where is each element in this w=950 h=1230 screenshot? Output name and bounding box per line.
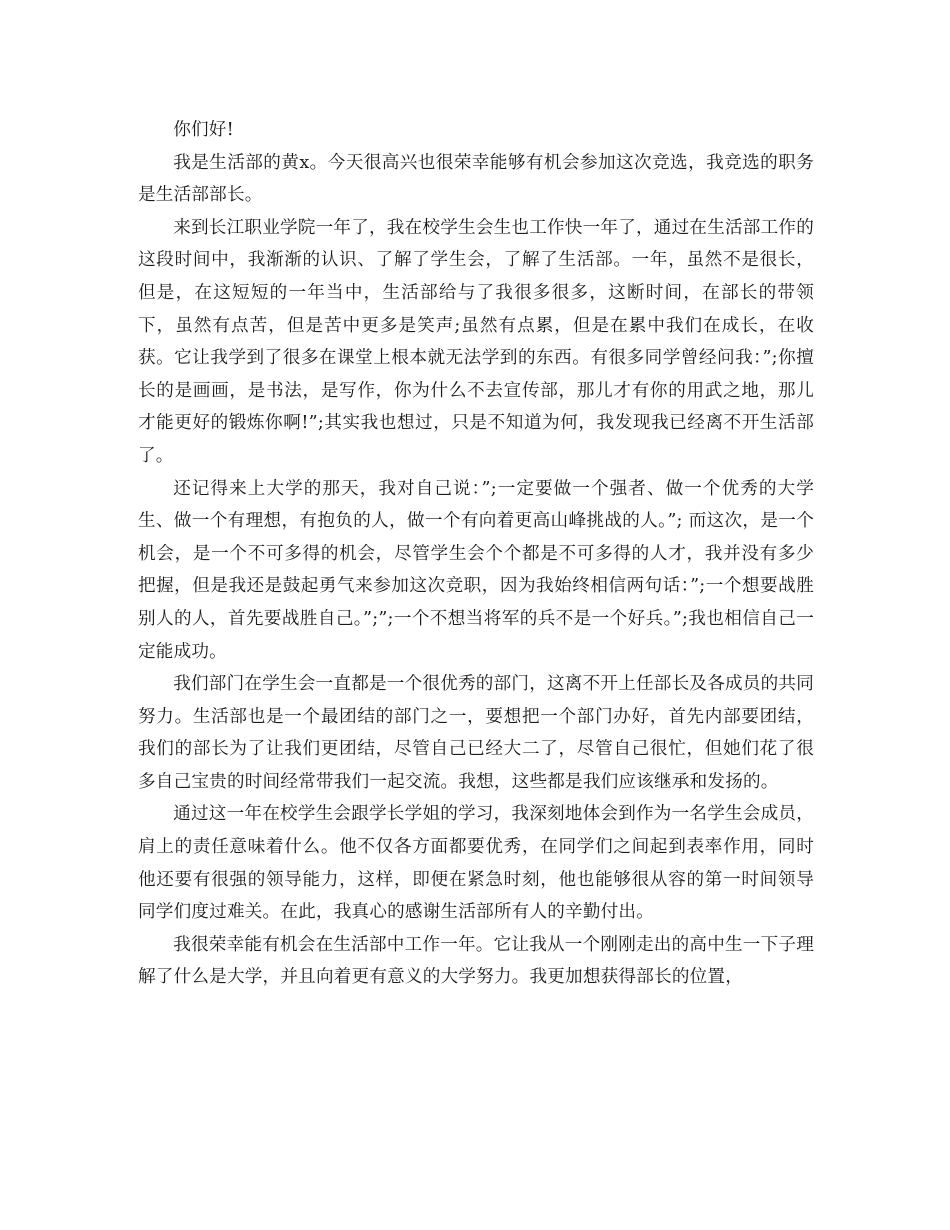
introduction-paragraph: 我是生活部的黄x。今天很高兴也很荣幸能够有机会参加这次竞选，我竞选的职务是生活部部长。 [138, 152, 814, 206]
document-body [138, 114, 814, 994]
closing-paragraph: 我很荣幸能有机会在生活部中工作一年。它让我从一个刚刚走出的高中生一下子理解了什么是大学，并且向着更有意义的大学努力。我更加想获得部长的位置， [138, 934, 814, 988]
department-paragraph: 我们部门在学生会一直都是一个很优秀的部门，这离不开上任部长及各成员的共同努力。生活部也是一个最团结的部门之一，要想把一个部门办好，首先内部要团结，我们的部长为了让我们更团结，尽管自己已经大二了，尽管自己很忙，但她们花了很多自己宝贵的时间经常带我们一起交流。我想，这些都是我们应该继承和发扬的。 [138, 674, 814, 792]
motivation-paragraph: 还记得来上大学的那天，我对自己说：”;一定要做一个强者、做一个优秀的大学生、做一个有理想，有抱负的人，做一个有向着更高山峰挑战的人。”; 而这次，是一个机会，是一个不可多得的机会，尽管学生会个个都是不可多得的人才，我并没有多少把握，但是我还是鼓起勇气来参加这次竞职，因为我始终相信两句话：”;一个想要战胜别人的人，首先要战胜自己。”;”;一个不想当将军的兵不是一个好兵。”;我也相信自己一定能成功。 [138, 478, 814, 662]
greeting-paragraph: 你们好! [173, 120, 234, 140]
experience-paragraph: 来到长江职业学院一年了，我在校学生会生也工作快一年了，通过在生活部工作的这段时间中，我渐渐的认识、了解了学生会，了解了生活部。一年，虽然不是很长，但是，在这短短的一年当中，生活部给与了我很多很多，这断时间，在部长的带领下，虽然有点苦，但是苦中更多是笑声;虽然有点累，但是在累中我们在成长，在收获。它让我学到了很多在课堂上根本就无法学到的东西。有很多同学曾经问我：”;你擅长的是画画，是书法，是写作，你为什么不去宣传部，那儿才有你的用武之地，那儿才能更好的锻炼你啊!”;其实我也想过，只是不知道为何，我发现我已经离不开生活部了。 [138, 217, 814, 466]
responsibility-paragraph: 通过这一年在校学生会跟学长学姐的学习，我深刻地体会到作为一名学生会成员，肩上的责任意味着什么。他不仅各方面都要优秀，在同学们之间起到表率作用，同时他还要有很强的领导能力，这样，即便在紧急时刻，他也能够很从容的第一时间领导同学们度过难关。在此，我真心的感谢生活部所有人的辛勤付出。 [138, 804, 814, 923]
